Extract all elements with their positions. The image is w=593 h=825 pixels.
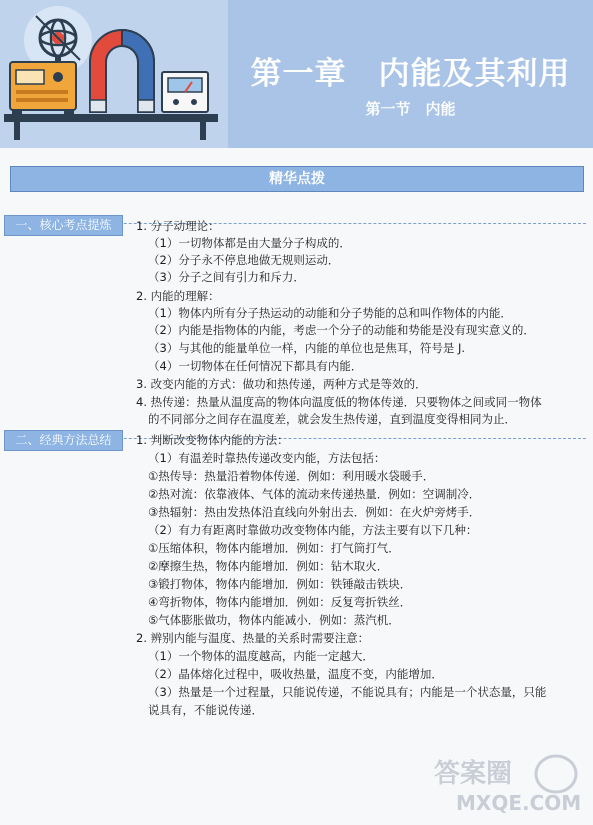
watermark-stamp-icon [428, 752, 588, 816]
text-line: ②热对流：依靠液体、气体的流动来传递热量．例如：空调制冷． [148, 487, 481, 501]
text-line: 3. 改变内能的方式：做功和热传递，两种方式是等效的． [136, 377, 427, 391]
text-line: （1）物体内所有分子热运动的动能和分子势能的总和叫作物体的内能． [148, 306, 512, 320]
text-line: 2. 内能的理解： [136, 289, 220, 303]
header-illustration [0, 0, 228, 148]
text-line: 4. 热传递：热量从温度高的物体向温度低的物体传递．只要物体之间或同一物体 [136, 395, 542, 409]
text-line: （1）一切物体都是由大量分子构成的． [148, 236, 351, 250]
text-line: （4）一切物体在任何情况下都具有内能． [148, 359, 363, 373]
text-line: 2. 辨别内能与温度、热量的关系时需要注意： [136, 631, 370, 645]
section-tab-classic-methods: 二、经典方法总结 [4, 430, 123, 451]
text-line: 的不同部分之间存在温度差，就会发生热传递，直到温度变得相同为止． [148, 412, 516, 426]
text-line: ⑤气体膨胀做功，物体内能减小．例如：蒸汽机． [148, 613, 400, 627]
text-line: （3）热量是一个过程量，只能说传递，不能说具有；内能是一个状态量，只能 [148, 685, 547, 699]
text-line: （3）分子之间有引力和斥力． [148, 270, 305, 284]
text-line: （2）有力有距离时靠做功改变物体内能，方法主要有以下几种： [148, 523, 478, 537]
text-line: ③热辐射：热由发热体沿直线向外射出去．例如：在火炉旁烤手． [148, 505, 481, 519]
text-line: 1. 分子动理论： [136, 219, 220, 233]
text-line: ①热传导：热量沿着物体传递．例如：利用暖水袋暖手． [148, 469, 435, 483]
horseshoe-magnet-icon [90, 30, 154, 112]
text-line: ③锻打物体，物体内能增加．例如：铁锤敲击铁块． [148, 577, 412, 591]
text-line: （2）晶体熔化过程中，吸收热量，温度不变，内能增加． [148, 667, 443, 681]
watermark-url: MXQE.COM [456, 791, 582, 815]
text-line: 1. 判断改变物体内能的方法： [136, 433, 289, 447]
text-line: ①压缩体积，物体内能增加．例如：打气筒打气． [148, 541, 400, 555]
physics-apparatus-illustration [0, 0, 228, 148]
text-line: （2）分子永不停息地做无规则运动． [148, 253, 340, 267]
text-line: 说具有，不能说传递． [148, 703, 263, 717]
banner-title: 精华点拨 [10, 166, 584, 192]
text-line: （1）有温差时靠热传递改变内能，方法包括： [148, 451, 386, 465]
text-line: ④弯折物体，物体内能增加．例如：反复弯折铁丝． [148, 595, 412, 609]
power-supply-icon [10, 62, 76, 116]
watermark-logo [428, 752, 588, 816]
text-line: （3）与其他的能量单位一样，内能的单位也是焦耳，符号是 J. [148, 341, 466, 355]
section-title: 第一节 内能 [365, 100, 456, 118]
chapter-title: 第一章 内能及其利用 [250, 56, 571, 92]
text-line: （2）内能是指物体的内能，考虑一个分子的动能和势能是没有现实意义的． [148, 323, 535, 337]
chapter-header [0, 0, 593, 148]
text-line: ②摩擦生热，物体内能增加．例如：钻木取火． [148, 559, 389, 573]
section-tab-core-points: 一、核心考点提炼 [4, 215, 123, 236]
watermark-brand: 答案圈 [434, 759, 513, 789]
meter-device-icon [162, 72, 208, 112]
text-line: （1）一个物体的温度越高，内能一定越大． [148, 649, 374, 663]
